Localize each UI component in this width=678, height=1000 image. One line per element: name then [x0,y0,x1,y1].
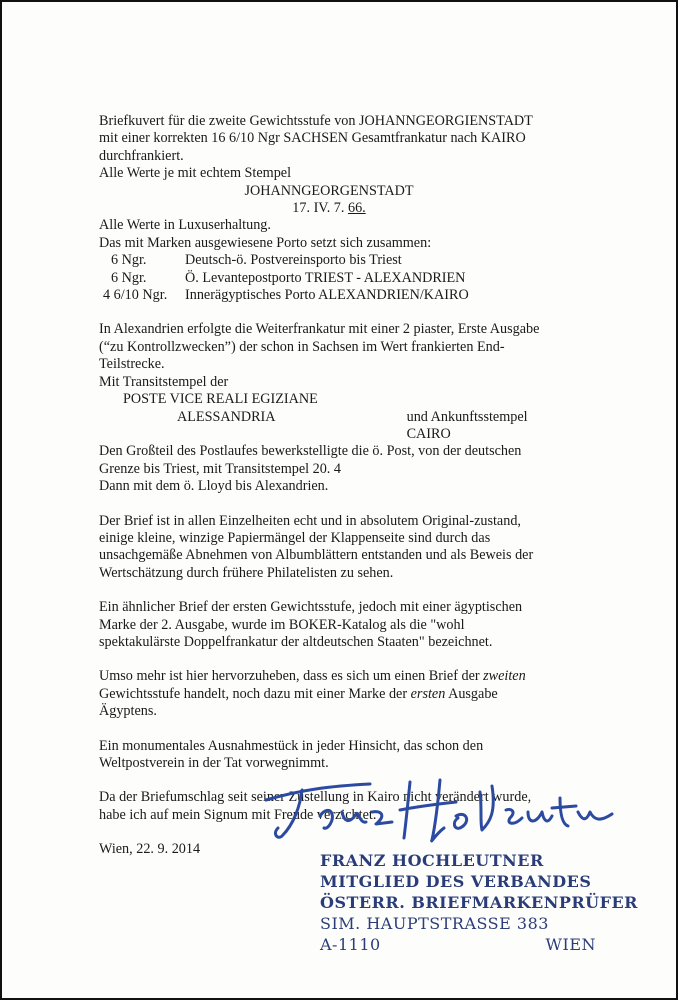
handwritten-signature [260,772,620,852]
route-line: Grenze bis Triest, mit Transitstempel 20. 4 [99,460,341,477]
umso-text: Ausgabe [445,685,498,702]
intro-line: Alle Werte je mit echtem Stempel [99,165,292,182]
porto-desc: Deutsch-ö. Postvereinsporto bis Triest [185,252,402,269]
postmark-date-text: 17. IV. 7. [292,200,348,217]
signum-line: habe ich auf mein Signum mit Freude verzichtet. [99,806,377,823]
umso-emphasis: zweiten [483,668,526,685]
stamp-city: WIEN [545,935,596,954]
postmark-date [99,200,559,217]
intro-line: mit einer korrekten 16 6/10 Ngr SACHSEN Gesamtfrankatur nach KAIRO [99,130,526,147]
monument-line: Weltpostverein in der Tat vorwegnimmt. [99,755,329,771]
original-line: Der Brief ist in allen Einzelheiten echt und in absolutem Original-zustand, [99,512,521,529]
alex-line: (“zu Kontrollzwecken”) der schon in Sachsen im Wert frankierten End- [99,338,505,355]
stamp-name: FRANZ HOCHLEUTNER [320,851,544,870]
route-line: Den Großteil des Postlaufes bewerkstelligte die ö. Post, von der deutschen [99,443,522,460]
porto-intro: Das mit Marken ausgewiesene Porto setzt sich zusammen: [99,234,432,251]
porto-table [99,252,559,304]
intro-line: durchfrankiert. [99,147,184,164]
similar-line: Marke der 2. Ausgabe, wurde im BOKER-Katalog als die "wohl [99,616,465,633]
umso-text: Gewichtsstufe handelt, noch dazu mit einer Marke der [99,685,411,702]
porto-amount: 6 Ngr. [111,252,147,269]
umso-text: Umso mehr ist hier hervorzuheben, dass es sich um einen Brief der [99,668,484,685]
transit-postmark: POSTE VICE REALI EGIZIANE [123,391,318,408]
examiner-stamp [320,850,638,955]
transit-town: ALESSANDRIA [177,408,276,425]
transit-line [99,409,559,444]
alex-line: Mit Transitstempel der [99,373,229,390]
monument-line: Ein monumentales Ausnahmestück in jeder Hinsicht, das schon den [99,737,484,754]
original-line: Wertschätzung durch frühere Philatelisten zu sehen. [99,564,394,581]
postmark-year: 66. [347,200,366,217]
stamp-street: SIM. HAUPTSTRASSE 383 [320,914,549,933]
stamp-zip: A-1110 [320,935,381,954]
stamp-city-line [320,934,596,955]
alex-line: Teilstrecke. [99,356,165,373]
condition-line: Alle Werte in Luxuserhaltung. [99,217,271,234]
umso-line [99,686,559,703]
stamp-association: ÖSTERR. BRIEFMARKENPRÜFER [320,893,638,912]
umso-line: Ägyptens. [99,703,157,720]
route-line: Dann mit dem ö. Lloyd bis Alexandrien. [99,478,329,495]
original-line: unsachgemäße Abnehmen von Albumblättern entstanden und als Beweis der [99,547,534,564]
original-line: einige kleine, winzige Papiermängel der Klappenseite sind durch das [99,529,491,546]
porto-desc: Ö. Levantepostporto TRIEST - ALEXANDRIEN [185,269,466,286]
porto-desc: Innerägyptisches Porto ALEXANDRIEN/KAIRO [185,287,469,304]
umso-line [99,668,559,685]
similar-line: Ein ähnlicher Brief der ersten Gewichtsstufe, jedoch mit einer ägyptischen [99,599,523,616]
signum-line: Da der Briefumschlag seit seiner Zustellung in Kairo nicht verändert wurde, [99,789,532,806]
similar-line: spektakulärste Doppelfrankatur der altdeutschen Staaten" bezeichnet. [99,633,493,650]
porto-amount: 6 Ngr. [111,269,147,286]
umso-emphasis: ersten [410,685,446,702]
stamp-membership: MITGLIED DES VERBANDES [320,872,592,891]
intro-line: Briefkuvert für die zweite Gewichtsstufe von JOHANNGEORGIENSTADT [99,113,533,129]
alex-line: In Alexandrien erfolgte die Weiterfrankatur mit einer 2 piaster, Erste Ausgabe [99,321,540,338]
arrival-postmark: und Ankunftsstempel CAIRO [406,408,528,442]
postmark-town: JOHANNGEORGENSTADT [244,182,414,199]
porto-amount: 4 6/10 Ngr. [103,287,168,304]
place-date: Wien, 22. 9. 2014 [99,841,201,858]
letter-body [99,113,559,859]
